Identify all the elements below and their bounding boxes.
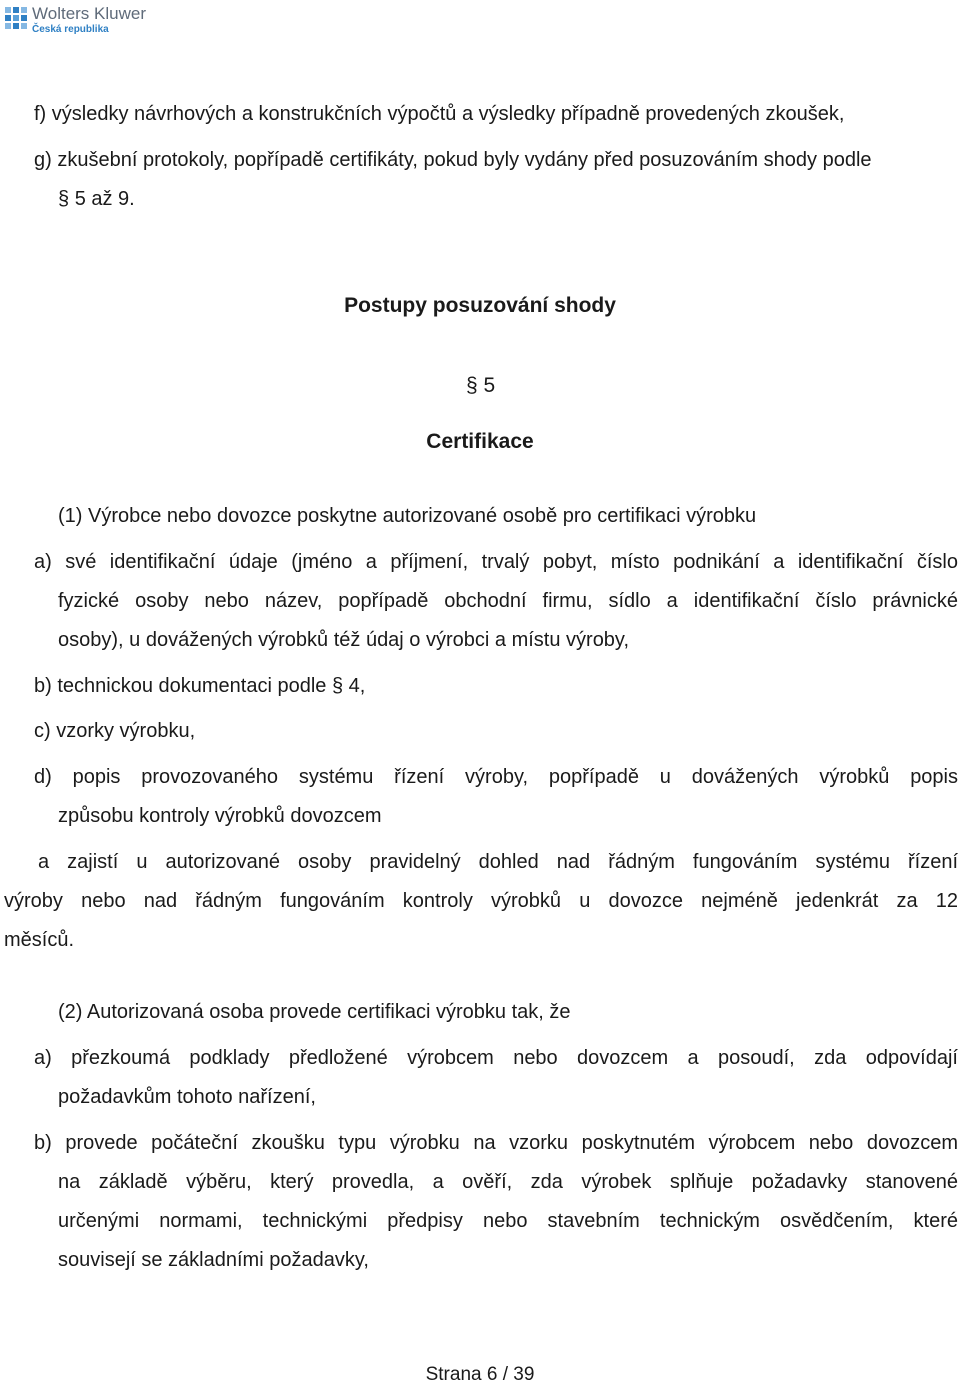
para1-closing [38,850,958,874]
paragraph-title: Certifikace [426,430,534,453]
para2-item-b-line1: b) provede počáteční zkoušku typu výrobku na vzorku poskytnutém výrobcem nebo dovozcem [34,1132,958,1154]
para1-item-b-ref: 4, [348,675,366,697]
list-item-f: f) výsledky návrhových a konstrukčních výpočtů a výsledky případně provedených zkoušek, [34,103,845,125]
para1-closing-line2-block [4,889,958,913]
wolters-kluwer-logo-icon [4,6,28,30]
para1-closing-line2: výroby nebo nad řádným fungováním kontroly výrobků u dovozce nejméně jedenkrát za 12 [4,890,958,912]
section-title: Postupy posuzování shody [344,294,616,317]
para1-item-d [34,765,958,789]
para2-item-b-line4: souvisejí se základními požadavky, [58,1249,369,1271]
para1-item-a-line2: fyzické osoby nebo název, popřípadě obchodní firmu, sídlo a identifikační číslo právnické [58,590,958,612]
para1-intro: (1) Výrobce nebo dovozce poskytne autorizované osobě pro certifikaci výrobku [58,505,757,527]
page-number: Strana 6 / 39 [425,1364,535,1385]
list-item-g: g) zkušební protokoly, popřípadě certifikáty, pokud byly vydány před posuzováním shody podle [34,149,872,171]
para2-item-a-line1: a) přezkoumá podklady předložené výrobcem nebo dovozcem a posoudí, zda odpovídají [34,1047,958,1069]
para1-item-a-line1: a) své identifikační údaje (jméno a příjmení, trvalý pobyt, místo podnikání a identifikační číslo [34,551,958,573]
para2-item-b-line2-block [58,1170,958,1194]
para1-item-a [34,550,958,574]
para2-item-b-line3-block [58,1209,958,1233]
para1-item-d-line1: d) popis provozovaného systému řízení výroby, popřípadě u dovážených výrobků popis [34,766,958,788]
para2-item-b [34,1131,958,1155]
para1-item-d-line2: způsobu kontroly výrobků dovozcem [58,805,382,827]
para1-item-a-line2-block [58,589,958,613]
para2-item-b-line2: na základě výběru, který provedla, a ověří, zda výrobek splňuje požadavky stanovené [58,1171,958,1193]
para1-item-b-text: b) technickou dokumentaci podle [34,675,327,697]
section-sign: § [466,374,478,397]
para1-item-c: c) vzorky výrobku, [34,720,196,742]
section-sign: § [58,188,70,210]
list-item-g-continuation [58,187,135,211]
para1-item-b [34,674,365,698]
paragraph-number-value: 5 [483,374,496,397]
para1-item-a-line3: osoby), u dovážených výrobků též údaj o výrobci a místu výroby, [58,629,630,651]
para1-closing-line1: a zajistí u autorizované osoby pravidelný dohled nad řádným fungováním systému řízení [38,851,958,873]
para2-item-a-line2: požadavkům tohoto nařízení, [58,1086,316,1108]
para2-intro: (2) Autorizovaná osoba provede certifikaci výrobku tak, že [58,1001,571,1023]
section-range: 5 až 9. [74,188,135,210]
para2-item-a [34,1046,958,1070]
para2-item-b-line3: určenými normami, technickými předpisy nebo stavebním technickým osvědčením, které [58,1210,958,1232]
logo-name: Wolters Kluwer [32,4,146,23]
section-sign: § [331,675,344,697]
logo-subtitle: Česká republika [32,24,109,35]
para1-closing-line3: měsíců. [4,929,75,951]
paragraph-number [466,374,495,398]
